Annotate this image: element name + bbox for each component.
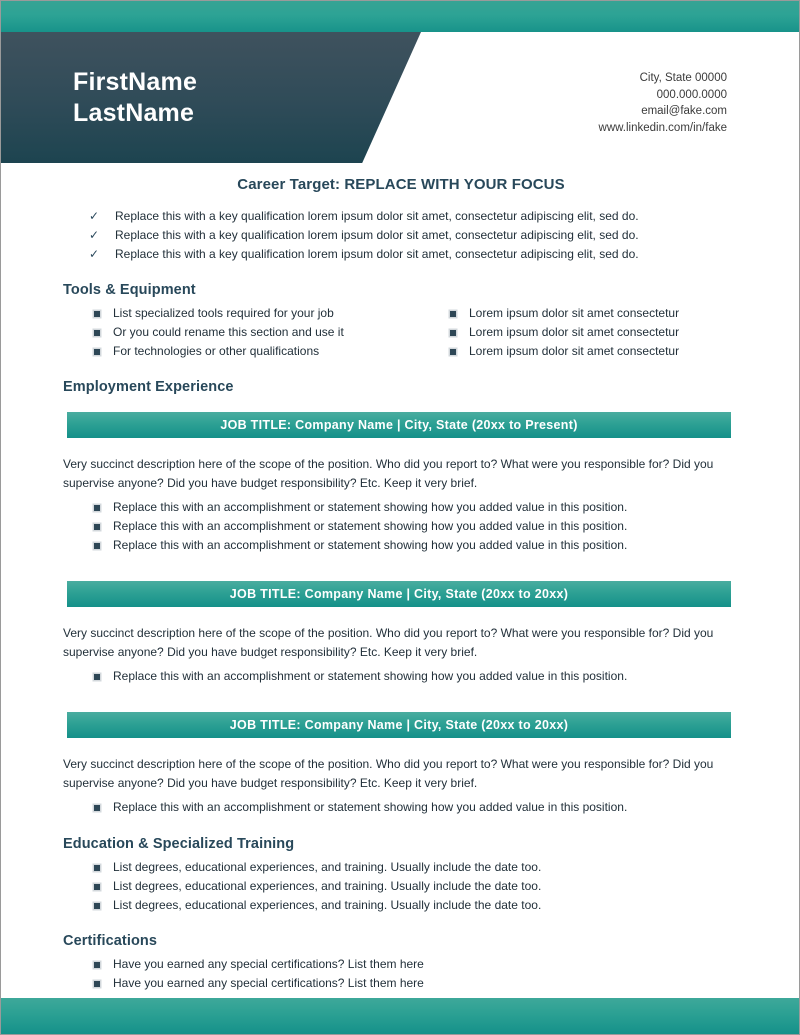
- list-item-label: Replace this with an accomplishment or statement showing how you added value in this position.: [113, 500, 628, 514]
- list-item-label: Or you could rename this section and use it: [113, 325, 344, 339]
- square-bullet-icon: [94, 330, 100, 336]
- top-accent-bar: [1, 1, 800, 32]
- list-item: [431, 304, 739, 323]
- career-target-list: [63, 207, 739, 264]
- tools-right-column: [431, 304, 739, 361]
- list-item-label: Replace this with an accomplishment or statement showing how you added value in this position.: [113, 538, 628, 552]
- list-item-label: Have you earned any special certifications? List them here: [113, 957, 424, 971]
- square-bullet-icon: [94, 674, 100, 680]
- education-list: [63, 858, 739, 915]
- tools-right-list: [431, 304, 739, 361]
- list-item: [63, 858, 739, 877]
- list-item-label: Lorem ipsum dolor sit amet consectetur: [469, 325, 680, 339]
- square-bullet-icon: [94, 524, 100, 530]
- list-item-label: Lorem ipsum dolor sit amet consectetur: [469, 344, 680, 358]
- employment-heading: Employment Experience: [63, 379, 234, 395]
- square-bullet-icon: [450, 311, 456, 317]
- last-name: LastName: [73, 99, 195, 127]
- list-item-label: For technologies or other qualifications: [113, 344, 320, 358]
- square-bullet-icon: [94, 311, 100, 317]
- career-target-heading: Career Target: REPLACE WITH YOUR FOCUS: [237, 176, 565, 193]
- list-item-label: Lorem ipsum dolor sit amet consectetur: [469, 306, 680, 320]
- job-title-bar: JOB TITLE: Company Name | City, State (20xx to Present): [67, 412, 731, 438]
- list-item: [63, 955, 739, 974]
- first-name: FirstName: [73, 68, 198, 96]
- list-item-label: List degrees, educational experiences, and training. Usually include the date too.: [113, 898, 542, 912]
- list-item-label: Replace this with an accomplishment or statement showing how you added value in this position.: [113, 800, 628, 814]
- list-item: [63, 498, 739, 517]
- list-item-label: Replace this with a key qualification lorem ipsum dolor sit amet, consectetur adipiscing elit, sed do.: [115, 209, 639, 223]
- education-heading: Education & Specialized Training: [63, 836, 295, 852]
- list-item: [63, 207, 739, 226]
- contact-phone[interactable]: 000.000.0000: [656, 88, 727, 101]
- square-bullet-icon: [450, 349, 456, 355]
- square-bullet-icon: [94, 805, 100, 811]
- list-item: [63, 536, 739, 555]
- list-item: [63, 877, 739, 896]
- job-accomplishments-list: [63, 667, 739, 686]
- list-item: [431, 323, 739, 342]
- list-item: [63, 974, 739, 993]
- contact-email[interactable]: email@fake.com: [641, 105, 727, 117]
- contact-linkedin[interactable]: www.linkedin.com/in/fake: [598, 121, 727, 134]
- certifications-list: [63, 955, 739, 993]
- contact-block: [599, 70, 727, 136]
- list-item: [63, 896, 739, 915]
- tools-heading: Tools & Equipment: [63, 282, 196, 298]
- job-title-bar: JOB TITLE: Company Name | City, State (20xx to 20xx): [67, 712, 731, 738]
- square-bullet-icon: [94, 865, 100, 871]
- square-bullet-icon: [94, 884, 100, 890]
- name-block: [73, 67, 373, 129]
- job-description: Very succinct description here of the scope of the position. Who did you report to? What were you responsible for? Did you supervise anyone? Did you have budget responsibility? Etc. Keep it very brief.: [63, 457, 714, 490]
- tools-columns: [63, 304, 739, 361]
- list-item: [63, 342, 431, 361]
- list-item-label: Replace this with an accomplishment or statement showing how you added value in this position.: [113, 519, 628, 533]
- job-title-bar: JOB TITLE: Company Name | City, State (20xx to 20xx): [67, 581, 731, 607]
- check-icon: ✓: [89, 247, 100, 261]
- bottom-accent-bar: [1, 998, 800, 1034]
- list-item-label: List specialized tools required for your job: [113, 306, 334, 320]
- job-description: Very succinct description here of the scope of the position. Who did you report to? What were you responsible for? Did you supervise anyone? Did you have budget responsibility? Etc. Keep it very brief.: [63, 757, 714, 790]
- list-item-label: Have you earned any special certifications? List them here: [113, 976, 424, 990]
- job-accomplishments-list: [63, 798, 739, 817]
- list-item: [63, 304, 431, 323]
- list-item: [63, 323, 431, 342]
- list-item: [63, 245, 739, 264]
- job-accomplishments-list: [63, 498, 739, 555]
- list-item: [431, 342, 739, 361]
- list-item-label: Replace this with a key qualification lorem ipsum dolor sit amet, consectetur adipiscing elit, sed do.: [115, 247, 639, 261]
- tools-left-column: [63, 304, 431, 361]
- list-item-label: Replace this with a key qualification lorem ipsum dolor sit amet, consectetur adipiscing elit, sed do.: [115, 228, 639, 242]
- list-item: [63, 226, 739, 245]
- job-description: Very succinct description here of the scope of the position. Who did you report to? What were you responsible for? Did you supervise anyone? Did you have budget responsibility? Etc. Keep it very brief.: [63, 626, 714, 659]
- square-bullet-icon: [94, 505, 100, 511]
- square-bullet-icon: [94, 543, 100, 549]
- square-bullet-icon: [94, 962, 100, 968]
- tools-left-list: [63, 304, 431, 361]
- resume-content: [1, 176, 800, 993]
- check-icon: ✓: [89, 209, 100, 223]
- list-item-label: List degrees, educational experiences, and training. Usually include the date too.: [113, 879, 542, 893]
- list-item-label: Replace this with an accomplishment or statement showing how you added value in this position.: [113, 669, 628, 683]
- square-bullet-icon: [94, 981, 100, 987]
- square-bullet-icon: [94, 349, 100, 355]
- list-item: [63, 517, 739, 536]
- list-item: [63, 667, 739, 686]
- list-item: [63, 798, 739, 817]
- square-bullet-icon: [450, 330, 456, 336]
- check-icon: ✓: [89, 228, 100, 242]
- certifications-heading: Certifications: [63, 933, 158, 949]
- list-item-label: List degrees, educational experiences, and training. Usually include the date too.: [113, 860, 542, 874]
- square-bullet-icon: [94, 903, 100, 909]
- contact-location: City, State 00000: [639, 72, 727, 84]
